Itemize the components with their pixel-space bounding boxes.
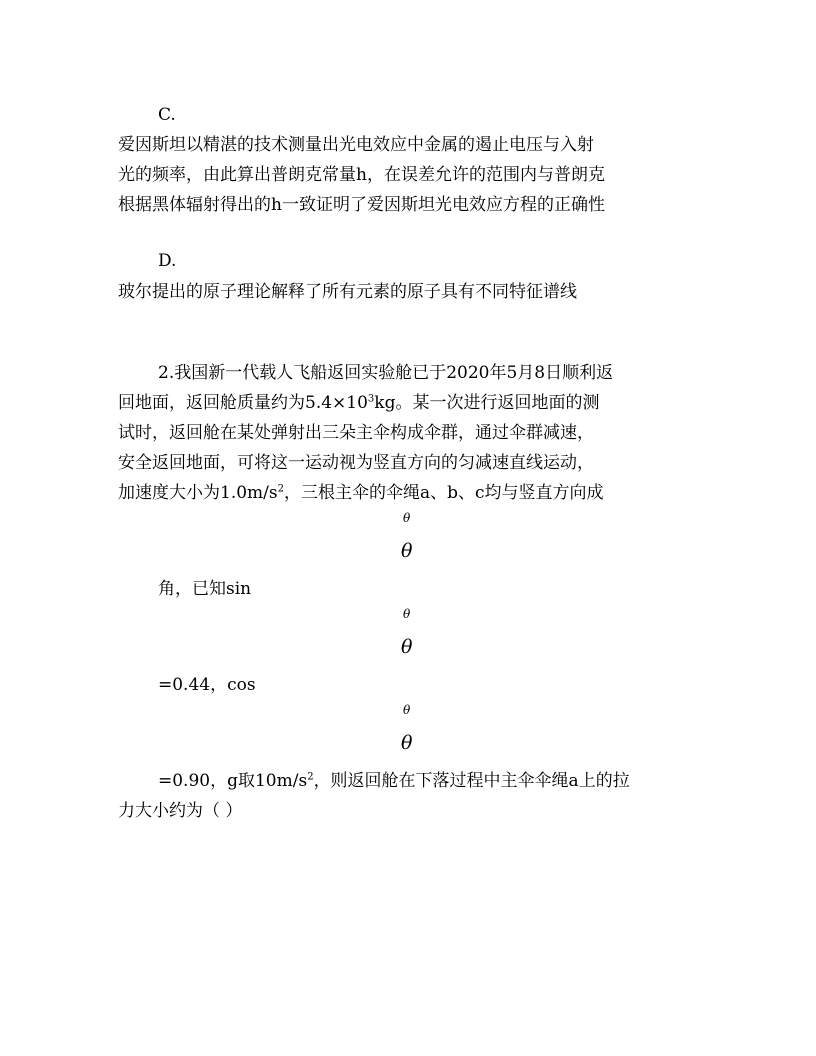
option-d-line-1: 玻尔提出的原子理论解释了所有元素的原子具有不同特征谱线 bbox=[118, 282, 577, 302]
option-d-label: D. bbox=[158, 251, 177, 271]
line-5-pre: 加速度大小为1.0m/s bbox=[118, 483, 278, 503]
angle-sin-text: 角，已知sin bbox=[158, 579, 252, 599]
theta-small-3: θ bbox=[403, 703, 411, 717]
line-5-exponent: 2 bbox=[277, 483, 284, 495]
theta-large-1: θ bbox=[401, 540, 413, 562]
option-c-line-1: 爱因斯坦以精湛的技术测量出光电效应中金属的遏止电压与入射 bbox=[118, 135, 594, 155]
question-2-line-2 bbox=[118, 392, 599, 414]
line-5-post: ，三根主伞的伞绳a、b、c均与竖直方向成 bbox=[283, 483, 604, 503]
question-2-line-1: 2.我国新一代载人飞船返回实验舱已于2020年5月8日顺利返 bbox=[158, 363, 614, 383]
option-c-line-2: 光的频率，由此算出普朗克常量h，在误差允许的范围内与普朗克 bbox=[118, 165, 605, 185]
line-2-exponent: 3 bbox=[367, 393, 375, 405]
theta-small-1: θ bbox=[403, 511, 411, 525]
option-c-label: C. bbox=[158, 105, 176, 125]
g-post: ，则返回舱在下落过程中主伞伞绳a上的拉 bbox=[313, 771, 630, 791]
theta-small-2: θ bbox=[403, 607, 411, 621]
g-exponent: 2 bbox=[307, 771, 314, 783]
line-2-post: kg。某一次进行返回地面的测 bbox=[374, 393, 600, 413]
question-2-line-5 bbox=[118, 482, 604, 504]
theta-large-2: θ bbox=[401, 636, 413, 658]
question-2-last-line: 力大小约为（ ） bbox=[118, 801, 243, 821]
option-c-line-3: 根据黑体辐射得出的h一致证明了爱因斯坦光电效应方程的正确性 bbox=[118, 195, 605, 215]
question-2-line-4: 安全返回地面，可将这一运动视为竖直方向的匀减速直线运动， bbox=[118, 453, 594, 473]
cos-value-g-text bbox=[158, 770, 630, 792]
sin-value-cos-text: =0.44，cos bbox=[158, 675, 256, 695]
question-2-line-3: 试时，返回舱在某处弹射出三朵主伞构成伞群，通过伞群减速， bbox=[118, 423, 594, 443]
g-pre: =0.90，g取10m/s bbox=[158, 771, 308, 791]
line-2-pre: 回地面，返回舱质量约为5.4×10 bbox=[118, 393, 368, 413]
theta-large-3: θ bbox=[401, 732, 413, 754]
